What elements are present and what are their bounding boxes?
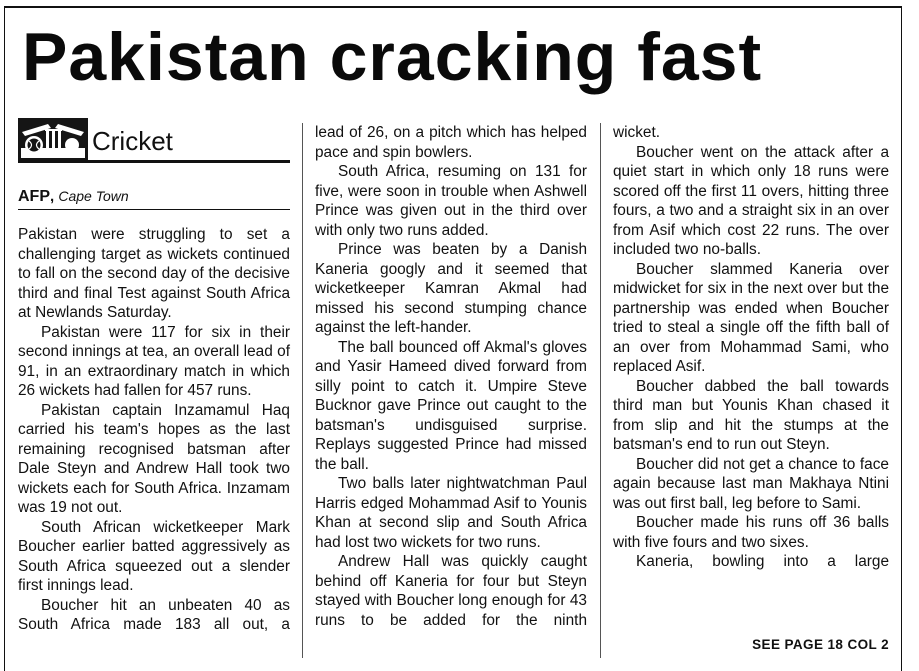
article-paragraph: South African wicketkeeper Mark Boucher earlier batted aggressively as South Africa squeezed out a slender first innings lead. — [18, 518, 290, 594]
article-paragraph: Two balls later nightwatchman Paul Harris edged Mohammad Asif to Younis Khan at second slip and South Africa had lost two wickets for two runs. — [315, 475, 587, 551]
article-paragraph: lead of 26, on a pitch which has helped pace and spin bowlers. — [315, 124, 587, 161]
article-paragraph: Boucher slammed Kaneria over midwicket for six in the next over but the partnership was ended when Boucher tried to steal a single off the fifth ball of an over from Mohammad Sami, who replaced Asif. — [613, 260, 889, 375]
article-paragraph: Andrew Hall was quickly caught behind off Kaneria for four but Steyn stayed with Boucher long enough for 43 runs to be added for the ninth — [315, 553, 587, 629]
column-divider — [600, 123, 601, 658]
cricket-stumps-ball-icon — [18, 118, 88, 160]
byline-place: Cape Town — [58, 188, 129, 204]
byline-agency: AFP — [18, 188, 50, 205]
article-paragraph: Boucher dabbed the ball towards third man but Younis Khan chased it from slip and hit the stumps at the batsman's end to run out Steyn. — [613, 377, 889, 453]
headline: Pakistan cracking fast — [22, 19, 763, 95]
page-frame-left — [4, 6, 5, 671]
article-column-2 — [315, 123, 587, 630]
article-paragraph: Boucher hit an unbeaten 40 as South Africa made 183 all out, a — [18, 596, 290, 633]
article-column-3 — [613, 123, 889, 572]
byline-rule — [18, 209, 290, 210]
article-paragraph: The ball bounced off Akmal's gloves and Yasir Hameed dived forward from silly point to catch it. Umpire Steve Bucknor gave Prince out caught to the batsman's undisguised surprise. Replays suggested Prince had missed the ball. — [315, 338, 587, 473]
section-rule — [18, 160, 290, 163]
section-header — [18, 118, 290, 164]
article-paragraph: Boucher went on the attack after a quiet start in which only 18 runs were scored off the first 11 overs, hitting three fours, a two and a straight six in an over from Asif which cost 22 runs. The over included two no-balls. — [613, 143, 889, 258]
continued-jump-line[interactable]: SEE PAGE 18 COL 2 — [752, 637, 889, 652]
byline — [18, 186, 290, 207]
column-divider — [302, 123, 303, 658]
article-paragraph: Boucher made his runs off 36 balls with five fours and two sixes. — [613, 514, 889, 551]
article-paragraph: Pakistan were struggling to set a challenging target as wickets continued to fall on the second day of the decisive third and final Test against South Africa at Newlands Saturday. — [18, 226, 290, 321]
article-paragraph: Boucher did not get a chance to face again because last man Makhaya Ntini was out first ball, leg before to Sami. — [613, 455, 889, 512]
article-paragraph: Prince was beaten by a Danish Kaneria googly and it seemed that wicketkeeper Kamran Akmal had missed his second stumping chance against the left-hander. — [315, 241, 587, 336]
article-paragraph: Pakistan were 117 for six in their second innings at tea, an overall lead of 91, in an extraordinary match in which 26 wickets had fallen for 457 runs. — [18, 323, 290, 399]
article-paragraph: wicket. — [613, 124, 661, 141]
article-paragraph: Pakistan captain Inzamamul Haq carried his team's hopes as the last remaining recognised batsman after Dale Steyn and Andrew Hall took two wickets each for South Africa. Inzamam was 19 not out. — [18, 401, 290, 516]
byline-separator: , — [50, 188, 55, 205]
section-label: Cricket — [92, 126, 173, 156]
article-paragraph: Kaneria, bowling into a large — [636, 553, 889, 570]
article-column-1 — [18, 225, 290, 635]
article-paragraph: South Africa, resuming on 131 for five, were soon in trouble when Ashwell Prince was given out in the third over with only two runs added. — [315, 163, 587, 239]
